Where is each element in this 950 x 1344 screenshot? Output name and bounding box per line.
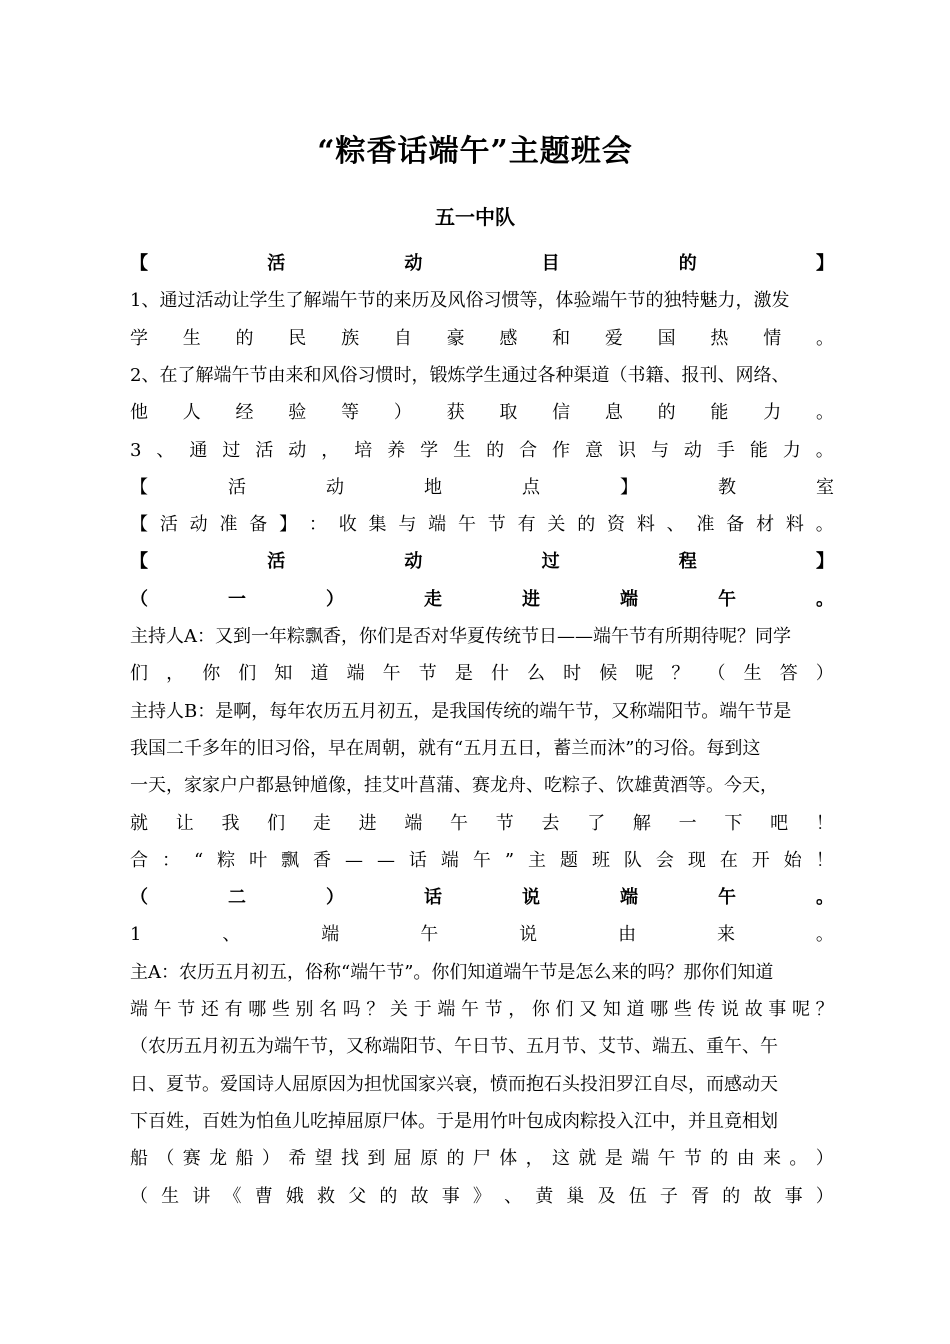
text-line: 【 活 动 准 备 】 ： 收 集 与 端 午 节 有 关 的 资 料 、 准 备 材 料 。 (130, 514, 834, 536)
text-line: 就 让 我 们 走 进 端 午 节 去 了 解 一 下 吧 ！ (130, 812, 834, 834)
text-line: 一天，家家户户都悬钟馗像，挂艾叶菖蒲、赛龙舟、吃粽子、饮雄黄酒等。今天， (130, 775, 778, 797)
text-line: 主持人B：是啊，每年农历五月初五，是我国传统的端午节，又称端阳节。端午节是 (130, 700, 792, 722)
text-line: 日、夏节。爱国诗人屈原因为担忧国家兴衰，愤而抱石头投汨罗江自尽，而感动天 (130, 1073, 778, 1095)
text-line: 我国二千多年的旧习俗，早在周朝，就有“五月五日，蓄兰而沐”的习俗。每到这 (130, 737, 761, 759)
text-line: 下百姓，百姓为怕鱼儿吃掉屈原尸体。于是用竹叶包成肉粽投入江中，并且竟相划 (130, 1110, 778, 1132)
text-line: （ 生 讲 《 曹 娥 救 父 的 故 事 》 、 黄 巢 及 伍 子 胥 的 故 事 ） (130, 1185, 834, 1207)
text-line: 船 （ 赛 龙 船 ） 希 望 找 到 屈 原 的 尸 体 ， 这 就 是 端 午 节 的 由 来 。 ） (130, 1148, 834, 1170)
text-line: 学 生 的 民 族 自 豪 感 和 爱 国 热 情 。 (130, 327, 834, 349)
text-line: 【 活 动 目 的 】 (130, 253, 834, 274)
text-line: （ 一 ） 走 进 端 午 。 (130, 588, 834, 610)
document-subtitle: 五一中队 (435, 205, 515, 229)
text-line: 3 、 通 过 活 动 ， 培 养 学 生 的 合 作 意 识 与 动 手 能 力 。 (130, 439, 834, 461)
text-line: 2、在了解端午节由来和风俗习惯时，锻炼学生通过各种渠道（书籍、报刊、网络、 (130, 364, 790, 386)
text-line: 1 、 端 午 说 由 来 。 (130, 924, 834, 946)
text-line: 主A：农历五月初五，俗称“端午节”。你们知道端午节是怎么来的吗？那你们知道 (130, 961, 774, 983)
text-line: 们 ， 你 们 知 道 端 午 节 是 什 么 时 候 呢 ？ （ 生 答 ） (130, 663, 834, 685)
document-title: “粽香话端午”主题班会 (317, 134, 633, 169)
text-line: 端 午 节 还 有 哪 些 别 名 吗 ？ 关 于 端 午 节 ， 你 们 又 知 道 哪 些 传 说 故 事 呢 ？ (130, 999, 834, 1020)
text-line: 1、通过活动让学生了解端午节的来历及风俗习惯等，体验端午节的独特魅力，激发 (130, 290, 790, 312)
text-line: 【 活 动 地 点 】 教 室 (130, 476, 834, 498)
text-line: 合 ： “ 粽 叶 飘 香 — — 话 端 午 ” 主 题 班 队 会 现 在 开 始 ！ (130, 849, 834, 871)
text-line: （ 二 ） 话 说 端 午 。 (130, 887, 834, 909)
text-line: 他 人 经 验 等 ） 获 取 信 息 的 能 力 。 (130, 402, 834, 424)
text-line: 【 活 动 过 程 】 (130, 551, 834, 573)
text-line: （农历五月初五为端午节，又称端阳节、午日节、五月节、艾节、端五、重午、午 (130, 1036, 778, 1058)
text-line: 主持人A：又到一年粽飘香，你们是否对华夏传统节日——端午节有所期待呢？同学 (130, 626, 791, 647)
